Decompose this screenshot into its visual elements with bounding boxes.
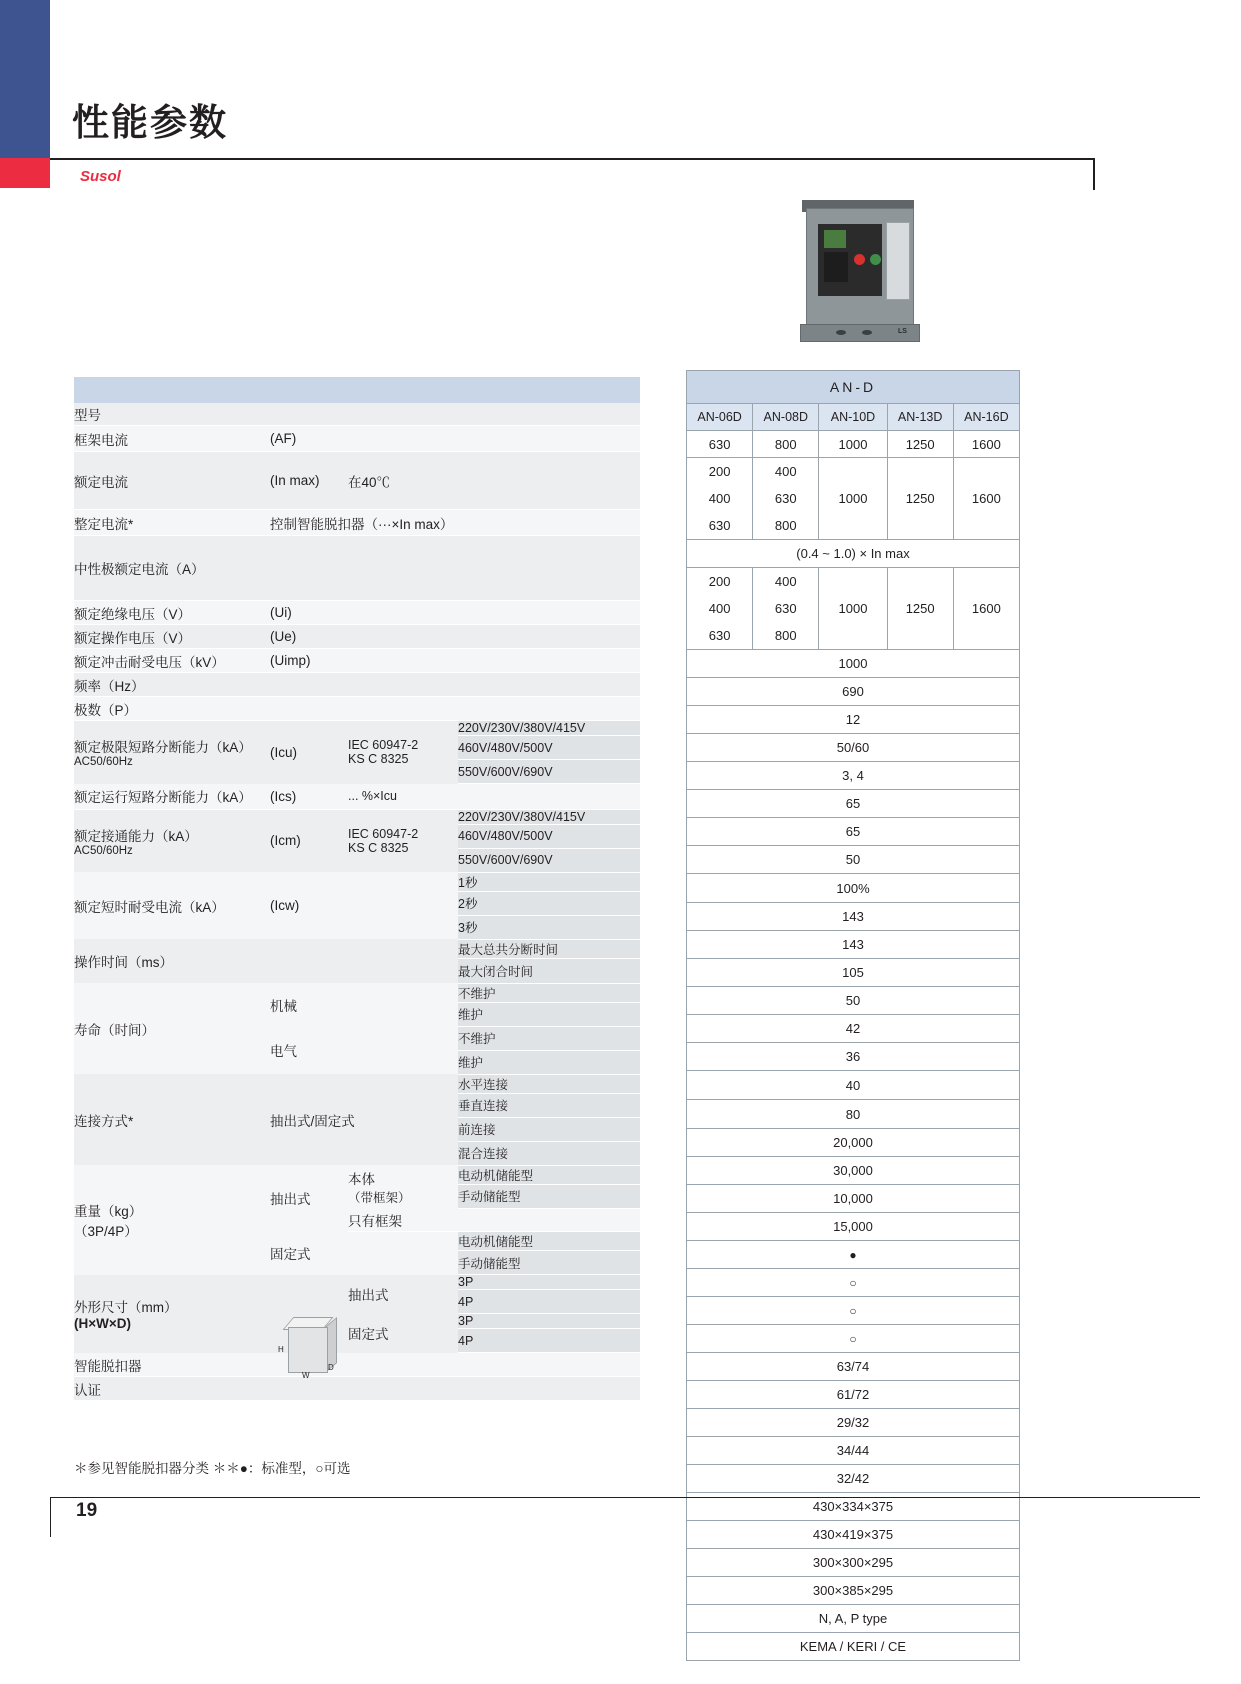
table-row [74, 625, 640, 649]
photo-off-button-icon [854, 254, 865, 265]
dimension-axis-h: H [278, 1345, 284, 1354]
value-neutral-c3: 1000 [819, 568, 887, 650]
row-operating-time-1: 最大总共分断时间 [458, 939, 640, 958]
product-photo [800, 196, 922, 342]
row-label-ics: 额定运行短路分断能力（kA） [74, 784, 270, 810]
row-label-certification: 认证 [74, 1377, 640, 1401]
value-neutral-c2-r2: 630 [753, 595, 819, 622]
row-icw-time-3: 3秒 [458, 915, 640, 939]
row-code-frame-current: (AF) [270, 426, 640, 452]
row-life-elec-2: 维护 [458, 1050, 640, 1074]
table-row [687, 1633, 1020, 1661]
row-label-dimension-subtitle: (H×W×D) [74, 1316, 131, 1331]
value-icm-2: 143 [687, 931, 1020, 959]
row-connection-1: 水平连接 [458, 1074, 640, 1093]
table-row [74, 1165, 640, 1184]
table-row [687, 987, 1020, 1015]
value-certification: KEMA / KERI / CE [687, 1633, 1020, 1661]
value-dimension-4: 300×385×295 [687, 1577, 1020, 1605]
row-label-trip-unit: 智能脱扣器 [74, 1353, 640, 1377]
value-inmax-c1-r1: 200 [687, 458, 753, 486]
value-setting-current: (0.4 ~ 1.0) × In max [687, 540, 1020, 568]
value-ics: 100% [687, 874, 1020, 903]
row-label-icm-subtitle: AC50/60Hz [74, 844, 133, 857]
table-row [74, 1377, 640, 1401]
table-row [687, 431, 1020, 458]
row-code-ue: (Ue) [270, 625, 640, 649]
model-header-2: AN-08D [753, 404, 819, 431]
value-neutral-c1-r3: 630 [687, 622, 753, 650]
row-voltage-icm-3: 550V/600V/690V [458, 848, 640, 872]
row-weight-drawout: 抽出式 [270, 1165, 348, 1232]
row-label-dimension [74, 1275, 270, 1353]
value-neutral-c4: 1250 [887, 568, 953, 650]
value-connection-horizontal-mark [687, 1241, 1020, 1269]
table-row [74, 649, 640, 673]
row-voltage-icu-1: 220V/230V/380V/415V [458, 721, 640, 736]
table-row [74, 452, 640, 510]
page-title: 性能参数 [72, 102, 228, 143]
table-row [687, 959, 1020, 987]
value-icu-1: 65 [687, 790, 1020, 818]
value-inmax-c2-r2: 630 [753, 485, 819, 512]
value-life-4: 15,000 [687, 1213, 1020, 1241]
row-note-setting-current: 控制智能脱扣器（···×In max） [270, 510, 640, 536]
table-row [74, 872, 640, 891]
table-row [687, 790, 1020, 818]
row-label-life: 寿命（时间） [74, 983, 270, 1074]
value-inmax-c3: 1000 [819, 458, 887, 540]
family-header: AN-D [687, 371, 1020, 404]
table-row [687, 458, 1020, 486]
value-icm-3: 105 [687, 959, 1020, 987]
table-row [74, 1353, 640, 1377]
row-life-elec-1: 不维护 [458, 1026, 640, 1050]
value-uimp: 12 [687, 706, 1020, 734]
row-label-operating-time: 操作时间（ms） [74, 939, 270, 983]
value-ue: 690 [687, 678, 1020, 706]
row-dimension-pole-4: 4P [458, 1329, 640, 1353]
value-life-2: 30,000 [687, 1157, 1020, 1185]
row-standard-icu-2: KS C 8325 [348, 752, 409, 767]
table-row [687, 678, 1020, 706]
table-row [74, 403, 640, 426]
row-voltage-icm-1: 220V/230V/380V/415V [458, 809, 640, 824]
photo-base-hole-left-icon [836, 330, 846, 335]
value-neutral-c1-r1: 200 [687, 568, 753, 596]
header-divider-vertical [1093, 158, 1095, 190]
row-standard-icm-1: IEC 60947-2 [348, 826, 419, 841]
row-label-rated-current: 额定电流 [74, 452, 270, 510]
value-icm-1: 143 [687, 903, 1020, 931]
value-dimension-1: 430×334×375 [687, 1493, 1020, 1521]
row-weight-body [348, 1165, 458, 1208]
value-frequency: 50/60 [687, 734, 1020, 762]
row-standard-icm-2: KS C 8325 [348, 840, 409, 855]
footer-divider [50, 1497, 1200, 1498]
page-number: 19 [76, 1500, 98, 1521]
table-row [687, 1269, 1020, 1297]
row-connection-type: 抽出式/固定式 [270, 1074, 458, 1165]
value-weight-5: 32/42 [687, 1465, 1020, 1493]
table-row [74, 426, 640, 452]
row-weight-fixed: 固定式 [270, 1232, 348, 1275]
row-label-icm-title: 额定接通能力（kA） [74, 828, 198, 844]
table-row [687, 734, 1020, 762]
row-dimension-drawout: 抽出式 [348, 1275, 458, 1314]
value-ui: 1000 [687, 650, 1020, 678]
value-life-3: 10,000 [687, 1185, 1020, 1213]
row-code-uimp: (Uimp) [270, 649, 640, 673]
value-trip-unit: N, A, P type [687, 1605, 1020, 1633]
dimension-axis-w: W [302, 1371, 310, 1380]
table-row [687, 1437, 1020, 1465]
table-row [687, 1043, 1020, 1071]
row-connection-4: 混合连接 [458, 1141, 640, 1165]
row-label-weight [74, 1165, 270, 1275]
value-weight-4: 34/44 [687, 1437, 1020, 1465]
row-label-ui: 额定绝缘电压（V） [74, 601, 270, 625]
row-label-poles: 极数（P） [74, 697, 640, 721]
row-weight-motor-1: 电动机储能型 [458, 1165, 640, 1184]
row-dimension-pole-2: 4P [458, 1290, 640, 1314]
table-row [687, 1241, 1020, 1269]
row-note-rated-current: 在40℃ [348, 452, 640, 510]
photo-on-button-icon [870, 254, 881, 265]
row-life-mech-2: 维护 [458, 1002, 640, 1026]
table-row [687, 903, 1020, 931]
table-row [74, 673, 640, 697]
table-row [687, 650, 1020, 678]
model-header-4: AN-13D [887, 404, 953, 431]
value-neutral-c2-r3: 800 [753, 622, 819, 650]
table-row [687, 540, 1020, 568]
table-row [687, 706, 1020, 734]
value-inmax-c1-r3: 630 [687, 512, 753, 540]
row-code-rated-current: (In max) [270, 452, 348, 510]
table-row [74, 983, 640, 1002]
row-weight-body-sub: （带框架） [348, 1190, 411, 1205]
value-icw-3: 36 [687, 1043, 1020, 1071]
table-row [687, 931, 1020, 959]
table-row [687, 404, 1020, 431]
table-row [687, 1409, 1020, 1437]
row-weight-fixed-spacer [348, 1232, 458, 1275]
row-label-icu-title: 额定极限短路分断能力（kA） [74, 740, 252, 756]
table-row [687, 1465, 1020, 1493]
dimension-figure-icon [278, 1313, 346, 1383]
table-row [687, 1157, 1020, 1185]
model-header-3: AN-10D [819, 404, 887, 431]
header-red-block [0, 158, 50, 188]
photo-side-cover [886, 222, 910, 300]
photo-keypad-icon [824, 252, 848, 282]
row-code-icw: (Icw) [270, 872, 458, 939]
table-row [687, 1605, 1020, 1633]
table-row [687, 1129, 1020, 1157]
spec-value-table [686, 370, 1020, 1661]
row-icw-time-1: 1秒 [458, 872, 640, 891]
row-code-icm: (Icm) [270, 809, 348, 872]
value-dimension-2: 430×419×375 [687, 1521, 1020, 1549]
row-connection-2: 垂直连接 [458, 1093, 640, 1117]
row-note-ics: ... %×Icu [348, 784, 640, 810]
value-icu-2: 65 [687, 818, 1020, 846]
row-label-setting-current: 整定电流* [74, 510, 270, 536]
row-voltage-icm-2: 460V/480V/500V [458, 824, 640, 848]
table-row [687, 1071, 1020, 1100]
table-row [687, 1297, 1020, 1325]
row-label-model: 型号 [74, 403, 640, 426]
row-label-weight-title: 重量（kg） [74, 1203, 143, 1219]
value-icw-1: 50 [687, 987, 1020, 1015]
header-divider [50, 158, 1095, 160]
table-row [687, 1577, 1020, 1605]
row-label-icu [74, 721, 270, 784]
row-weight-body-label: 本体 [348, 1171, 375, 1187]
table-row [74, 601, 640, 625]
table-row [687, 1381, 1020, 1409]
table-row [74, 377, 640, 403]
row-label-connection: 连接方式* [74, 1074, 270, 1165]
table-row [74, 536, 640, 601]
value-connection-front-mark [687, 1297, 1020, 1325]
row-voltage-icu-2: 460V/480V/500V [458, 736, 640, 760]
row-label-frequency: 频率（Hz） [74, 673, 640, 697]
table-row [74, 721, 640, 736]
dimension-figure-front-face [288, 1327, 328, 1373]
row-label-dimension-title: 外形尺寸（mm） [74, 1300, 178, 1315]
row-standard-icu [348, 721, 458, 784]
table-row [74, 510, 640, 536]
row-weight-motor-2: 电动机储能型 [458, 1232, 640, 1251]
table-row [687, 1353, 1020, 1381]
table-row [687, 818, 1020, 846]
value-af-5: 1600 [953, 431, 1019, 458]
row-label-weight-subtitle: （3P/4P） [74, 1223, 138, 1239]
spec-label-table [74, 377, 640, 1401]
model-header-5: AN-16D [953, 404, 1019, 431]
table-row [687, 1213, 1020, 1241]
row-label-neutral-current: 中性极额定电流（A） [74, 536, 640, 601]
table-row [687, 1015, 1020, 1043]
photo-base-hole-right-icon [862, 330, 872, 335]
row-voltage-icu-3: 550V/600V/690V [458, 760, 640, 784]
value-operating-time-1: 40 [687, 1071, 1020, 1100]
row-weight-frame-only-value-cell [458, 1208, 640, 1232]
row-life-group-electrical: 电气 [270, 1026, 458, 1074]
table-row [74, 809, 640, 824]
table-row [74, 697, 640, 721]
row-label-icu-subtitle: AC50/60Hz [74, 756, 133, 769]
row-code-operating-time [270, 939, 458, 983]
value-neutral-c2-r1: 400 [753, 568, 819, 596]
value-neutral-c1-r2: 400 [687, 595, 753, 622]
value-poles: 3, 4 [687, 762, 1020, 790]
table-row [687, 1100, 1020, 1129]
row-code-ui: (Ui) [270, 601, 640, 625]
header-blue-block [0, 0, 50, 158]
value-inmax-c2-r1: 400 [753, 458, 819, 486]
row-life-mech-1: 不维护 [458, 983, 640, 1002]
value-icu-3: 50 [687, 846, 1020, 874]
table-row [74, 1074, 640, 1093]
row-weight-manual-2: 手动储能型 [458, 1251, 640, 1275]
table-row [687, 1521, 1020, 1549]
value-dimension-3: 300×300×295 [687, 1549, 1020, 1577]
row-code-icu: (Icu) [270, 721, 348, 784]
value-weight-1: 63/74 [687, 1353, 1020, 1381]
table-row [687, 1549, 1020, 1577]
value-operating-time-2: 80 [687, 1100, 1020, 1129]
brand-label: Susol [80, 168, 121, 185]
value-af-1: 630 [687, 431, 753, 458]
row-operating-time-2: 最大闭合时间 [458, 958, 640, 983]
value-inmax-c4: 1250 [887, 458, 953, 540]
row-icw-time-2: 2秒 [458, 891, 640, 915]
row-label-icm [74, 809, 270, 872]
row-dimension-pole-3: 3P [458, 1314, 640, 1329]
value-connection-vertical-mark [687, 1269, 1020, 1297]
table-row [687, 762, 1020, 790]
row-standard-icu-1: IEC 60947-2 [348, 738, 419, 753]
table-band [74, 377, 640, 403]
photo-display-icon [824, 230, 846, 248]
row-code-ics: (Ics) [270, 784, 348, 810]
row-weight-manual-1: 手动储能型 [458, 1184, 640, 1208]
value-af-2: 800 [753, 431, 819, 458]
row-connection-3: 前连接 [458, 1117, 640, 1141]
value-inmax-c2-r3: 800 [753, 512, 819, 540]
table-row [687, 846, 1020, 874]
row-label-ue: 额定操作电压（V） [74, 625, 270, 649]
photo-logo: LS [898, 328, 907, 335]
table-row [687, 568, 1020, 596]
row-dimension-fixed: 固定式 [348, 1314, 458, 1353]
row-weight-frame-only: 只有框架 [348, 1208, 458, 1232]
row-standard-icm [348, 809, 458, 872]
value-inmax-c1-r2: 400 [687, 485, 753, 512]
value-neutral-c5: 1600 [953, 568, 1019, 650]
row-label-frame-current: 框架电流 [74, 426, 270, 452]
value-inmax-c5: 1600 [953, 458, 1019, 540]
table-row [687, 371, 1020, 404]
value-weight-2: 61/72 [687, 1381, 1020, 1409]
value-weight-3: 29/32 [687, 1409, 1020, 1437]
value-af-3: 1000 [819, 431, 887, 458]
value-af-4: 1250 [887, 431, 953, 458]
table-row [687, 1185, 1020, 1213]
row-dimension-pole-1: 3P [458, 1275, 640, 1290]
model-header-1: AN-06D [687, 404, 753, 431]
dimension-axis-d: D [328, 1363, 334, 1372]
value-icw-2: 42 [687, 1015, 1020, 1043]
row-life-group-mechanical: 机械 [270, 983, 458, 1026]
value-life-1: 20,000 [687, 1129, 1020, 1157]
row-label-icw: 额定短时耐受电流（kA） [74, 872, 270, 939]
table-row [74, 784, 640, 810]
row-label-uimp: 额定冲击耐受电压（kV） [74, 649, 270, 673]
footer-divider-vertical [50, 1497, 51, 1537]
table-row [687, 874, 1020, 903]
table-row [74, 939, 640, 958]
value-connection-mixed-mark [687, 1325, 1020, 1353]
table-row [74, 1275, 640, 1290]
footnote: ＊参见智能脱扣器分类 ＊＊●：标准型，○可选 [74, 1461, 351, 1476]
table-row [687, 1325, 1020, 1353]
